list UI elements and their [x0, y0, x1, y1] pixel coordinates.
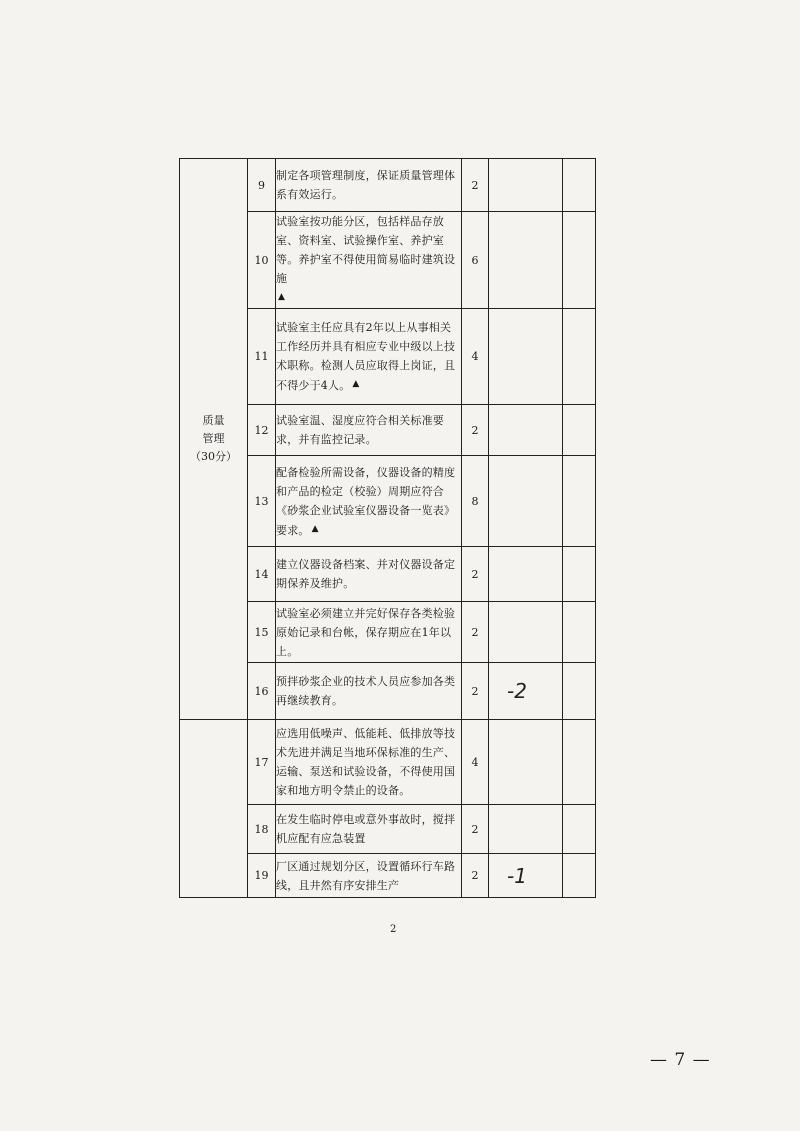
evaluation-table: [179, 158, 596, 898]
category-score: （30分）: [190, 450, 237, 463]
remark-cell: [563, 212, 596, 309]
item-score: 2: [462, 159, 489, 212]
remark-cell: [563, 602, 596, 663]
deduction-cell: [489, 602, 563, 663]
table-row: [180, 159, 596, 212]
item-number: 18: [248, 805, 276, 854]
remark-cell: [563, 663, 596, 720]
footer-page-number: — 7 —: [650, 1050, 711, 1070]
item-number: 10: [248, 212, 276, 309]
item-number: 14: [248, 547, 276, 602]
item-description: 在发生临时停电或意外事故时，搅拌机应配有应急装置: [276, 805, 462, 854]
remark-cell: [563, 309, 596, 405]
handwritten-deduction: -1: [507, 863, 527, 888]
item-description: 试验室主任应具有2年以上从事相关工作经历并具有相应专业中级以上技术职称。检测人员应取得上岗证，且不得少于4人。 ▲: [276, 309, 462, 405]
item-score: 4: [462, 720, 489, 805]
deduction-cell: [489, 547, 563, 602]
deduction-cell: [489, 309, 563, 405]
deduction-cell: [489, 212, 563, 309]
item-score: 2: [462, 405, 489, 456]
deduction-cell: [489, 805, 563, 854]
triangle-marker-icon: ▲: [278, 292, 286, 302]
item-number: 17: [248, 720, 276, 805]
item-score: 2: [462, 805, 489, 854]
deduction-cell: [489, 663, 563, 720]
table-row: [180, 720, 596, 805]
page-number: 2: [390, 924, 397, 935]
item-description: 预拌砂浆企业的技术人员应参加各类再继续教育。: [276, 663, 462, 720]
remark-cell: [563, 547, 596, 602]
item-score: 2: [462, 854, 489, 898]
item-score: 2: [462, 602, 489, 663]
handwritten-deduction: -2: [507, 679, 527, 703]
item-number: 9: [248, 159, 276, 212]
item-description: 厂区通过规划分区，设置循环行车路线，且井然有序安排生产: [276, 854, 462, 898]
category-cell: [180, 159, 248, 720]
item-number: 19: [248, 854, 276, 898]
item-description: 试验室必须建立并完好保存各类检验原始记录和台帐，保存期应在1年以上。: [276, 602, 462, 663]
item-number: 12: [248, 405, 276, 456]
remark-cell: [563, 854, 596, 898]
item-score: 2: [462, 547, 489, 602]
item-description: 建立仪器设备档案、并对仪器设备定期保养及维护。: [276, 547, 462, 602]
category-cell-empty: [180, 720, 248, 898]
remark-cell: [563, 456, 596, 547]
deduction-cell: [489, 456, 563, 547]
item-number: 16: [248, 663, 276, 720]
item-score: 2: [462, 663, 489, 720]
item-description: 试验室按功能分区，包括样品存放室、资料室、试验操作室、养护室等。养护室不得使用简易临时建筑设施 ▲: [276, 212, 462, 309]
item-description: 试验室温、湿度应符合相关标准要求，并有监控记录。: [276, 405, 462, 456]
triangle-marker-icon: ▲: [352, 379, 360, 389]
remark-cell: [563, 720, 596, 805]
item-description: 制定各项管理制度，保证质量管理体系有效运行。: [276, 159, 462, 212]
item-score: 4: [462, 309, 489, 405]
deduction-cell: [489, 854, 563, 898]
item-number: 11: [248, 309, 276, 405]
item-number: 13: [248, 456, 276, 547]
triangle-marker-icon: ▲: [311, 523, 319, 534]
deduction-cell: [489, 405, 563, 456]
deduction-cell: [489, 159, 563, 212]
item-score: 8: [462, 456, 489, 547]
item-score: 6: [462, 212, 489, 309]
item-number: 15: [248, 602, 276, 663]
remark-cell: [563, 805, 596, 854]
category-label-1: 质量: [202, 414, 225, 427]
remark-cell: [563, 159, 596, 212]
item-description: 配备检验所需设备，仪器设备的精度和产品的检定（校验）周期应符合《砂浆企业试验室仪器设备一览表》要求。 ▲: [276, 456, 462, 547]
item-description: 应选用低噪声、低能耗、低排放等技术先进并满足当地环保标准的生产、运输、泵送和试验设备，不得使用国家和地方明令禁止的设备。: [276, 720, 462, 805]
deduction-cell: [489, 720, 563, 805]
category-label-2: 管理: [202, 432, 225, 445]
remark-cell: [563, 405, 596, 456]
